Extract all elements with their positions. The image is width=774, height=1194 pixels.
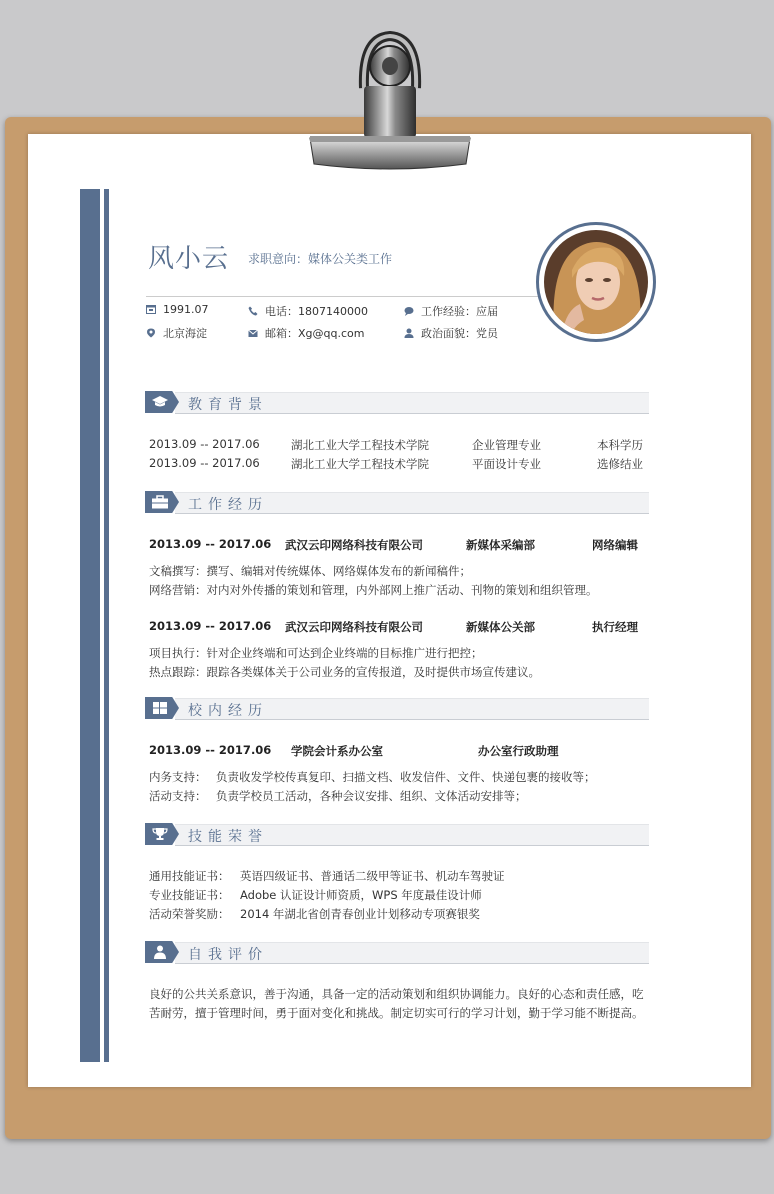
work-dept: 新媒体采编部: [466, 538, 535, 552]
campus-role: 办公室行政助理: [478, 744, 559, 758]
edu-period: 2013.09 -- 2017.06: [149, 437, 260, 451]
windows-icon: [151, 701, 169, 715]
location-pin-icon: [146, 328, 156, 338]
work-period: 2013.09 -- 2017.06: [149, 537, 272, 551]
work-role: 网络编辑: [592, 538, 638, 552]
section-title: 自我评价: [188, 947, 268, 963]
section-title: 校内经历: [188, 703, 268, 719]
work-duty: 热点跟踪：跟踪各类媒体关于公司业务的宣传报道，及时提供市场宣传建议。: [149, 665, 540, 679]
job-intent: 求职意向：媒体公关类工作: [248, 252, 393, 266]
edu-degree: 选修结业: [597, 457, 643, 471]
work-company: 武汉云印网络科技有限公司: [285, 620, 423, 634]
birth-info: 1991.07: [146, 303, 209, 316]
campus-text: 负责学校员工活动，各种会议安排、组织、文体活动安排等；: [216, 789, 527, 803]
campus-period: 2013.09 -- 2017.06: [149, 743, 272, 757]
calendar-icon: [146, 304, 156, 314]
work-duty: 项目执行：针对企业终端和可达到企业终端的目标推广进行把控；: [149, 646, 483, 660]
edu-school: 湖北工业大学工程技术学院: [291, 457, 429, 471]
header-divider: [146, 296, 546, 297]
skill-text: Adobe 认证设计师资质，WPS 年度最佳设计师: [240, 888, 482, 902]
phone-icon: [248, 306, 258, 316]
self-eval-line: 良好的公共关系意识，善于沟通，具备一定的活动策划和组织协调能力。良好的心态和责任感，吃: [149, 987, 644, 1001]
skill-text: 2014 年湖北省创青春创业计划移动专项赛银奖: [240, 907, 480, 921]
section-title: 工作经历: [188, 497, 268, 513]
section-work: [145, 491, 649, 513]
trophy-icon: [151, 827, 169, 841]
experience-info: 工作经验：应届: [404, 303, 498, 319]
edu-major: 平面设计专业: [472, 457, 541, 471]
mail-icon: [248, 328, 258, 338]
section-title: 教育背景: [188, 397, 268, 413]
skill-label: 活动荣誉奖励：: [149, 907, 230, 921]
work-role: 执行经理: [592, 620, 638, 634]
skill-text: 英语四级证书、普通话二级甲等证书、机动车驾驶证: [240, 869, 505, 883]
user-icon: [404, 328, 414, 338]
edu-school: 湖北工业大学工程技术学院: [291, 438, 429, 452]
skill-label: 通用技能证书：: [149, 869, 230, 883]
location-info: 北京海淀: [146, 325, 207, 341]
left-accent-line: [104, 189, 109, 1062]
section-campus: [145, 697, 649, 719]
work-duty: 文稿撰写：撰写、编辑对传统媒体、网络媒体发布的新闻稿件；: [149, 564, 471, 578]
briefcase-icon: [151, 495, 169, 509]
politics-info: 政治面貌：党员: [404, 325, 498, 341]
binder-clip-icon: [306, 28, 474, 174]
self-eval-line: 苦耐劳，擅于管理时间，勇于面对变化和挑战。制定切实可行的学习计划，勤于学习能不断提高。: [149, 1006, 644, 1020]
email-info: 邮箱：Xg@qq.com: [248, 325, 364, 341]
edu-major: 企业管理专业: [472, 438, 541, 452]
chat-bubble-icon: [404, 306, 414, 316]
skill-label: 专业技能证书：: [149, 888, 230, 902]
campus-label: 内务支持：: [149, 770, 207, 784]
work-period: 2013.09 -- 2017.06: [149, 619, 272, 633]
section-skills: [145, 823, 649, 845]
work-company: 武汉云印网络科技有限公司: [285, 538, 423, 552]
phone-info: 电话：1807140000: [248, 303, 368, 319]
campus-org: 学院会计系办公室: [291, 744, 383, 758]
section-education: [145, 391, 649, 413]
candidate-name: 风小云: [148, 244, 230, 274]
section-self: [145, 941, 649, 963]
campus-text: 负责收发学校传真复印、扫描文档、收发信件、文件、快递包裹的接收等；: [216, 770, 596, 784]
work-dept: 新媒体公关部: [466, 620, 535, 634]
edu-degree: 本科学历: [597, 438, 643, 452]
edu-period: 2013.09 -- 2017.06: [149, 456, 260, 470]
graduation-cap-icon: [151, 395, 169, 409]
work-duty: 网络营销：对内对外传播的策划和管理，内外部网上推广活动、刊物的策划和组织管理。: [149, 583, 598, 597]
left-accent-bar: [80, 189, 100, 1062]
avatar: [544, 230, 648, 334]
section-title: 技能荣誉: [188, 829, 268, 845]
campus-label: 活动支持：: [149, 789, 207, 803]
portrait-image: [544, 230, 648, 334]
person-icon: [151, 945, 169, 959]
